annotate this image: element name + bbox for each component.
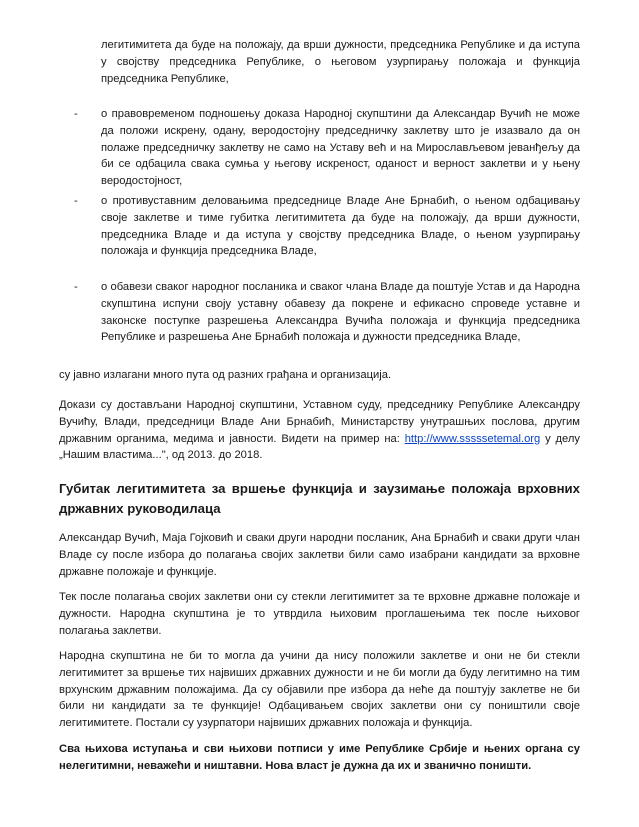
bullet-continuation: легитимитета да буде на положају, да врши дужности, председника Републике и да иступа у својству председника Републике, о његовом узурпирању положаја и функција председника Републике, [101,39,580,85]
bullet-text: о противуставним деловањима председнице Владе Ане Брнабић, о њеном одбацивању своје заклетве и тиме губитка легитимитета да буде на положају, да врши дужности, председника Владе и да иступа у својству председника Владе, о њеном узурпирању положаја и функција председника Владе, [101,195,580,258]
bullet-dash: - [74,108,78,120]
bullet-dash: - [74,195,78,207]
bullet-text: о обавези сваког народног посланика и сваког члана Владе да поштује Устав и да Народна скупштина испуни своју уставну обавезу да покрене и ефикасно спроведе уставне и законске поступке разрешења Александра Вучића положаја и функција председника Републике и разрешења Ане Брнабић положаја и дужности председника Владе, [101,281,580,344]
paragraph: Народна скупштина не би то могла да учини да нису положили заклетве и они не би стекли легитимитет за вршење тих највиших државних дужности и не би могли да буду легитимно на тим врхунским државним положајима. Да су објавили пре избора да неће да поштују заклетве не би били ни кандидати за те функције! Одбацивањем својих заклетви они су поништили своје легитимитете. Постали су узурпатори највиших државних положаја и функција. [59,650,580,730]
evidence-text-end: у делу „Нашим властима...", од 2013. до 2018. [59,432,581,462]
evidence-text: Докази су достављани Народној скупштини, Уставном суду, председнику Републике Александру Вучићу, Влади, председници Владе Ани Брнабић, Министарству унутрашњих послова, другим државним органима, медима и јавности. Видети на пример на: [59,399,580,445]
final-bold-paragraph: Сва њихова иступања и сви њихови потписи у име Републике Србије и њених органа су нелегитимни, неважећи и ништавни. Нова власт је дужна да их и званично поништи. [59,743,580,772]
paragraph: Тек после полагања својих заклетви они су стекли легитимитет за те врховне државне положаје и дужности. Народна скупштина је то утврдила њиховим проглашењима тек после њиховог полагања заклетви. [59,591,580,637]
website-link[interactable]: http://www.sssssetemal.org [404,432,541,445]
paragraph-public-presentation: су јавно излагани много пута од разних грађана и организација. [59,369,392,381]
bullet-dash: - [74,281,78,293]
section-heading: Губитак легитимитета за вршење функција и заузимање положаја врховних државних руководилаца [59,481,580,516]
paragraph-evidence [59,397,580,464]
paragraph: Александар Вучић, Маја Гојковић и сваки други народни посланик, Ана Брнабић и сваки други члан Владе су после избора до полагања својих заклетви били само изабрани кандидати за врховне државне положаје и функције. [59,532,580,578]
bullet-text: о правовременом подношењу доказа Народној скупштини да Александар Вучић не може да положи искрену, одану, веродостојну председничку заклетву што је изазвало да он полаже председничку заклетву не само на Уставу већ и на Мирослављевом јеванђељу да би се одбацила свака сумња у његову искреност, оданост и верност заклетви и у њену веродостојност, [101,108,580,188]
